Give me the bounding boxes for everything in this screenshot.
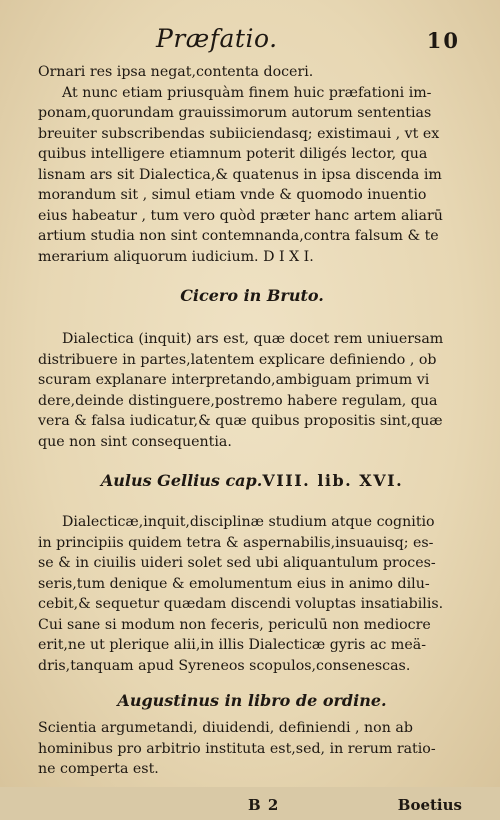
praefatio-paragraph xyxy=(38,62,466,267)
text-line: vera & falsa iudicatur,& quæ quibus propositis sint,quæ xyxy=(38,413,443,429)
augustinus-paragraph xyxy=(38,718,466,780)
section-heading-gellius xyxy=(38,470,466,492)
text-line: dere,deinde distinguere,postremo habere regulam, qua xyxy=(38,392,438,409)
text-line: distribuere in partes,latentem explicare definiendo , ob xyxy=(38,351,437,368)
gellius-paragraph xyxy=(38,512,466,676)
text-line: Scientia argumetandi, diuidendi, definiendi , non ab xyxy=(38,720,413,736)
section-heading-augustinus xyxy=(38,690,466,712)
text-line: cebit,& sequetur quædam discendi voluptas insatiabilis. xyxy=(38,596,444,612)
text-line: breuiter subscribendas subiiciendasq; existimaui , vt ex xyxy=(38,125,440,142)
signature-mark: B 2 xyxy=(248,795,280,814)
heading-roman-numerals: VIII. lib. XVI. xyxy=(262,471,404,490)
text-line: artium studia non sint contemnanda,contra falsum & te xyxy=(38,228,439,244)
text-line: seris,tum denique & emolumentum eius in animo dilu- xyxy=(38,575,430,592)
text-line: lisnam ars sit Dialectica,& quatenus in ipsa discenda im xyxy=(38,166,442,183)
text-line: in principiis quidem tetra & aspernabilis,insuauisq; es- xyxy=(38,534,434,551)
section-heading-cicero xyxy=(38,285,466,307)
text-line: Dialectica (inquit) ars est, quæ docet rem uniuersam xyxy=(62,331,444,347)
text-line: dris,tanquam apud Syreneos scopulos,consenescas. xyxy=(38,657,411,674)
text-line: Ornari res ipsa negat,contenta doceri. xyxy=(38,64,314,80)
running-title: Præfatio. xyxy=(156,24,278,53)
heading-text: Augustinus in libro de ordine. xyxy=(117,691,387,710)
page-footer xyxy=(38,796,466,820)
text-line: At nunc etiam priusquàm finem huic præfationi im- xyxy=(62,84,432,101)
text-line: eius habeatur , tum vero quòd præter hanc artem aliarū xyxy=(38,207,443,224)
heading-text: Cicero in Bruto. xyxy=(180,286,324,305)
text-line: hominibus pro arbitrio instituta est,sed, in rerum ratio- xyxy=(38,740,436,757)
cicero-paragraph xyxy=(38,329,466,452)
text-line: se & in ciuilis uideri solet sed ubi aliquantulum proces- xyxy=(38,555,436,571)
text-line: ponam,quorundam grauissimorum autorum sententias xyxy=(38,105,432,121)
text-line: Dialecticæ,inquit,disciplinæ studium atque cognitio xyxy=(62,514,435,530)
heading-text: Aulus Gellius cap. xyxy=(100,471,263,490)
text-line: quibus intelligere etiamnum poterit diligés lector, qua xyxy=(38,146,428,162)
text-line: merarium aliquorum iudicium. D I X I. xyxy=(38,248,314,265)
text-line: morandum sit , simul etiam vnde & quomodo inuentio xyxy=(38,187,427,203)
text-line: ne comperta est. xyxy=(38,761,159,777)
page-number: 10 xyxy=(426,28,460,53)
text-line: que non sint consequentia. xyxy=(38,433,232,450)
catchword: Boetius xyxy=(397,795,462,814)
text-line: Cui sane si modum non feceris, periculū non mediocre xyxy=(38,616,431,633)
text-line: erit,ne ut plerique alii,in illis Dialecticæ gyris ac meä- xyxy=(38,637,426,653)
page-header xyxy=(38,24,466,62)
text-line: scuram explanare interpretando,ambiguam primum vi xyxy=(38,372,430,388)
